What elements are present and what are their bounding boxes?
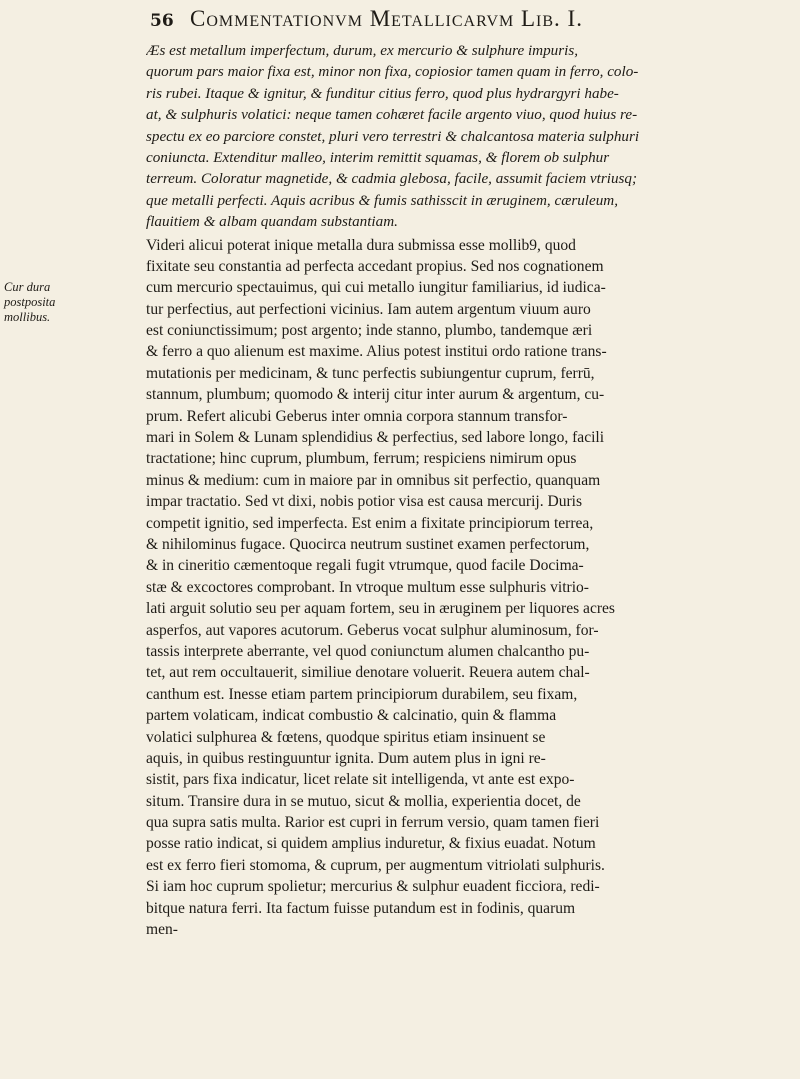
definition-line: Æs est metallum imperfectum, durum, ex mercurio & sulphure impuris, [146, 42, 579, 59]
text-line: est ex ferro fieri stomoma, & cuprum, per augmentum vitriolati sulphuris. [146, 856, 605, 874]
running-head: Commentationvm Metallicarvm Lib. I. [190, 6, 583, 31]
text-line: posse ratio indicat, si quidem amplius induretur, & fixius euadat. Notum [146, 835, 596, 853]
text-line: sistit, pars fixa indicatur, licet relate sit intelligenda, vt ante est expo- [146, 771, 575, 789]
definition-line: quorum pars maior fixa est, minor non fixa, copiosior tamen quam in ferro, colo- [146, 63, 639, 81]
text-line: impar tractatio. Sed vt dixi, nobis potior visa est causa mercurij. Duris [146, 493, 583, 511]
margin-note [4, 280, 62, 325]
text-line: cum mercurio spectauimus, qui cui metallo iungitur familiarius, id iudica- [146, 279, 606, 297]
text-line: prum. Refert alicubi Geberus inter omnia corpora stannum transfor- [146, 407, 568, 425]
page-number: 56 [150, 11, 174, 31]
margin-note-line: mollibus. [4, 310, 51, 324]
text-line: Si iam hoc cuprum spolietur; mercurius & sulphur euadent ficciora, redi- [146, 878, 600, 896]
definition-line: spectu ex eo parciore constet, pluri vero terrestri & chalcantosa materia sulphuri [146, 127, 640, 145]
definition-paragraph [146, 40, 788, 233]
text-line: volatici sulphurea & fœtens, quodque spiritus etiam insinuent se [146, 728, 546, 746]
definition-line: flauitiem & albam quandam substantiam. [146, 213, 398, 231]
text-line: qua supra satis multa. Rarior est cupri in ferrum versio, quam tamen fieri [146, 814, 600, 832]
text-line: mutationis per medicinam, & tunc perfectis subiungentur cuprum, ferrū, [146, 364, 595, 382]
text-line: est coniunctissimum; post argento; inde stanno, plumbo, tandemque æri [146, 322, 593, 340]
commentary-paragraph [146, 235, 788, 941]
definition-line: ris rubei. Itaque & ignitur, & funditur citius ferro, quod plus hydrargyri habe- [146, 84, 619, 102]
text-line: tet, aut rem occultauerit, similiue denotare voluerit. Reuera autem chal- [146, 664, 590, 682]
text-line: tractatione; hinc cuprum, plumbum, ferrum; respiciens nimirum opus [146, 450, 577, 468]
definition-line: coniuncta. Extenditur malleo, interim remittit squamas, & florem ob sulphur [146, 148, 610, 166]
text-line: asperfos, aut vapores acutorum. Geberus vocat sulphur aluminosum, for- [146, 621, 599, 639]
text-line: competit ignitio, sed imperfecta. Est enim a fixitate principiorum terrea, [146, 514, 594, 532]
text-line: stæ & excoctores comprobant. In vtroque multum esse sulphuris vitrio- [146, 578, 589, 596]
text-line: stannum, plumbum; quomodo & interij citur inter aurum & argentum, cu- [146, 386, 605, 404]
definition-line: que metalli perfecti. Aquis acribus & fumis sathisscit in æruginem, cæruleum, [146, 191, 619, 209]
text-line: aquis, in quibus restinguuntur ignita. Dum autem plus in igni re- [146, 749, 546, 767]
text-line: Videri alicui poterat inique metalla dura submissa esse mollib9, quod [146, 236, 576, 254]
text-line: lati arguit solutio seu per aquam fortem, seu in æruginem per liquores acres [146, 600, 615, 618]
text-line: minus & medium: cum in maiore par in omnibus sit perfectio, quanquam [146, 471, 601, 489]
text-line: mari in Solem & Lunam splendidius & perfectius, sed labore longo, facili [146, 429, 605, 447]
text-line: bitque natura ferri. Ita factum fuisse putandum est in fodinis, quarum [146, 899, 576, 917]
text-line: & ferro a quo alienum est maxime. Alius potest institui ordo ratione trans- [146, 343, 607, 361]
page-header [150, 6, 790, 36]
text-line: partem volaticam, indicat combustio & calcinatio, quin & flamma [146, 707, 557, 725]
text-line: situm. Transire dura in se mutuo, sicut & mollia, experientia docet, de [146, 792, 581, 810]
margin-note-line: Cur dura [4, 280, 51, 294]
text-line: fixitate seu constantia ad perfecta accedant propius. Sed nos cognationem [146, 257, 604, 275]
page-body [146, 40, 788, 1075]
text-line: & nihilominus fugace. Quocirca neutrum sustinet examen perfectorum, [146, 535, 590, 553]
text-line: tur perfectius, aut perfectioni vicinius. Iam autem argentum viuum auro [146, 300, 591, 318]
text-line: & in cineritio cæmentoque regali fugit vtrumque, quod facile Docima- [146, 557, 584, 575]
text-line: men- [146, 921, 178, 939]
text-line: tassis interprete aberrante, vel quod coniunctum alumen chalcantho pu- [146, 642, 590, 660]
text-line: canthum est. Inesse etiam partem principiorum durabilem, seu fixam, [146, 685, 578, 703]
margin-note-line: postposita [4, 295, 56, 309]
definition-line: at, & sulphuris volatici: neque tamen cohæret facile argento viuo, quod huius re- [146, 106, 638, 124]
definition-line: terreum. Coloratur magnetide, & cadmia glebosa, facile, assumit faciem vtriusq; [146, 170, 638, 188]
